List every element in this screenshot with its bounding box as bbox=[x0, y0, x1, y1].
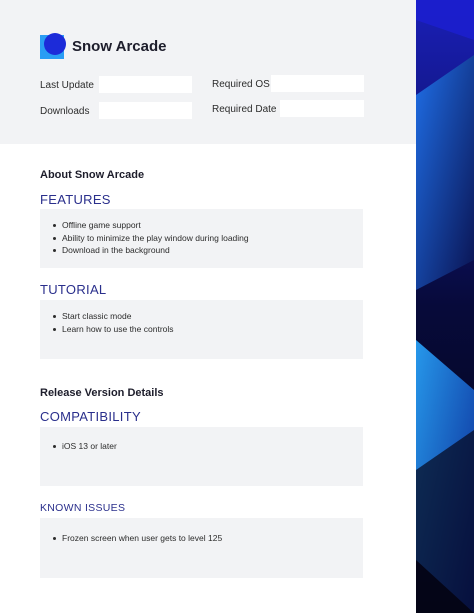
document-header bbox=[0, 0, 416, 144]
last-update-label: Last Update bbox=[40, 80, 94, 91]
list-item: Learn how to use the controls bbox=[62, 323, 363, 336]
list-item: Ability to minimize the play window during loading bbox=[62, 232, 363, 245]
downloads-field[interactable] bbox=[99, 102, 192, 119]
required-date-field[interactable] bbox=[280, 100, 364, 117]
required-date-label: Required Date bbox=[212, 104, 277, 115]
list-item: Offline game support bbox=[62, 219, 363, 232]
compatibility-box bbox=[40, 427, 363, 486]
release-title: Release Version Details bbox=[40, 387, 164, 399]
list-item: Start classic mode bbox=[62, 310, 363, 323]
list-item: Download in the background bbox=[62, 244, 363, 257]
list-item: Frozen screen when user gets to level 125 bbox=[62, 532, 363, 545]
tutorial-list bbox=[40, 300, 363, 335]
compatibility-heading: COMPATIBILITY bbox=[40, 409, 141, 424]
tutorial-heading: TUTORIAL bbox=[40, 282, 107, 297]
decorative-side-strip bbox=[416, 0, 474, 613]
features-heading: FEATURES bbox=[40, 192, 111, 207]
features-box bbox=[40, 209, 363, 268]
list-item: iOS 13 or later bbox=[62, 440, 363, 453]
tutorial-box bbox=[40, 300, 363, 359]
features-list bbox=[40, 209, 363, 257]
last-update-field[interactable] bbox=[99, 76, 192, 93]
known-issues-heading: KNOWN ISSUES bbox=[40, 502, 126, 514]
known-issues-list bbox=[40, 518, 363, 545]
downloads-label: Downloads bbox=[40, 106, 90, 117]
snow-arcade-logo-icon bbox=[40, 35, 66, 61]
app-title: Snow Arcade bbox=[72, 38, 167, 55]
about-title: About Snow Arcade bbox=[40, 169, 145, 181]
compatibility-list bbox=[40, 427, 363, 453]
required-os-label: Required OS bbox=[212, 79, 270, 90]
required-os-field[interactable] bbox=[271, 75, 364, 92]
known-issues-box bbox=[40, 518, 363, 578]
decorative-gradient-graphic bbox=[416, 0, 474, 613]
